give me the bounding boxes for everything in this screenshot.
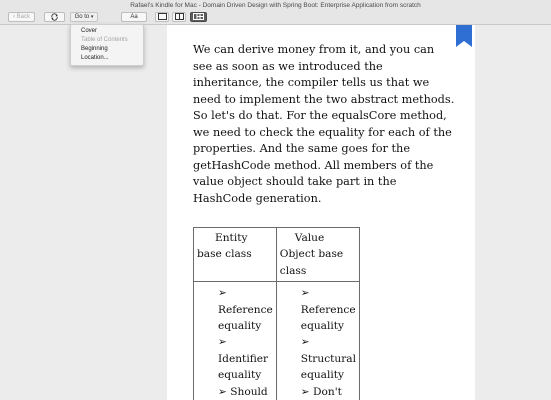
grid-view-button[interactable] [190, 12, 207, 22]
chevron-left-icon: ‹ [12, 14, 15, 20]
left-margin [0, 25, 167, 400]
table-row [194, 282, 360, 400]
back-button-label: Back [16, 14, 30, 20]
font-settings-label: Aa [130, 14, 138, 20]
menu-item-table-of-contents: Table of Contents [81, 37, 128, 43]
book-paragraph: We can derive money from it, and you can see as soon as we introduced the inheritance, the compiler tells us that we need to implement the two abstract methods. So let's do that. For the equalsCore method, we need to check the equality for each of the properties. And the same goes for the getHashCode method. All members of the value object should take part in the HashCode generation. [193, 43, 455, 205]
window-title: Rafael's Kindle for Mac - Domain Driven Design with Spring Boot: Enterprise Application from scratch [130, 2, 421, 9]
back-button[interactable] [8, 12, 35, 22]
two-page-icon [175, 13, 184, 20]
title-bar [0, 0, 551, 11]
table-cell-value-object: ➢ Reference equality ➢ Structural equality ➢ Don't [276, 282, 359, 400]
menu-item-beginning[interactable]: Beginning [81, 46, 108, 52]
grid-icon [193, 13, 204, 20]
table-header-row [194, 228, 360, 282]
chevron-down-icon: ▾ [90, 14, 94, 20]
font-settings-button[interactable] [121, 12, 147, 22]
menu-item-cover[interactable]: Cover [81, 28, 98, 34]
comparison-table [193, 227, 360, 400]
two-column-button[interactable] [172, 12, 186, 22]
single-page-icon [158, 13, 167, 20]
right-margin [475, 25, 551, 400]
bookmark-icon[interactable] [456, 25, 472, 47]
menu-item-location[interactable]: Location... [81, 55, 109, 61]
goto-button[interactable] [70, 12, 98, 22]
sync-icon [50, 13, 59, 21]
goto-button-label: Go to [74, 14, 90, 20]
table-cell-entity: ➢ Reference equality ➢ Identifier equality ➢ Should [194, 282, 277, 400]
book-page [167, 25, 475, 400]
table-header-entity: Entity base class [194, 228, 277, 282]
table-header-value-object: Value Object base class [276, 228, 359, 282]
goto-menu [70, 24, 144, 66]
toolbar [0, 11, 551, 25]
sync-button[interactable] [44, 12, 65, 22]
single-column-button[interactable] [155, 12, 169, 22]
